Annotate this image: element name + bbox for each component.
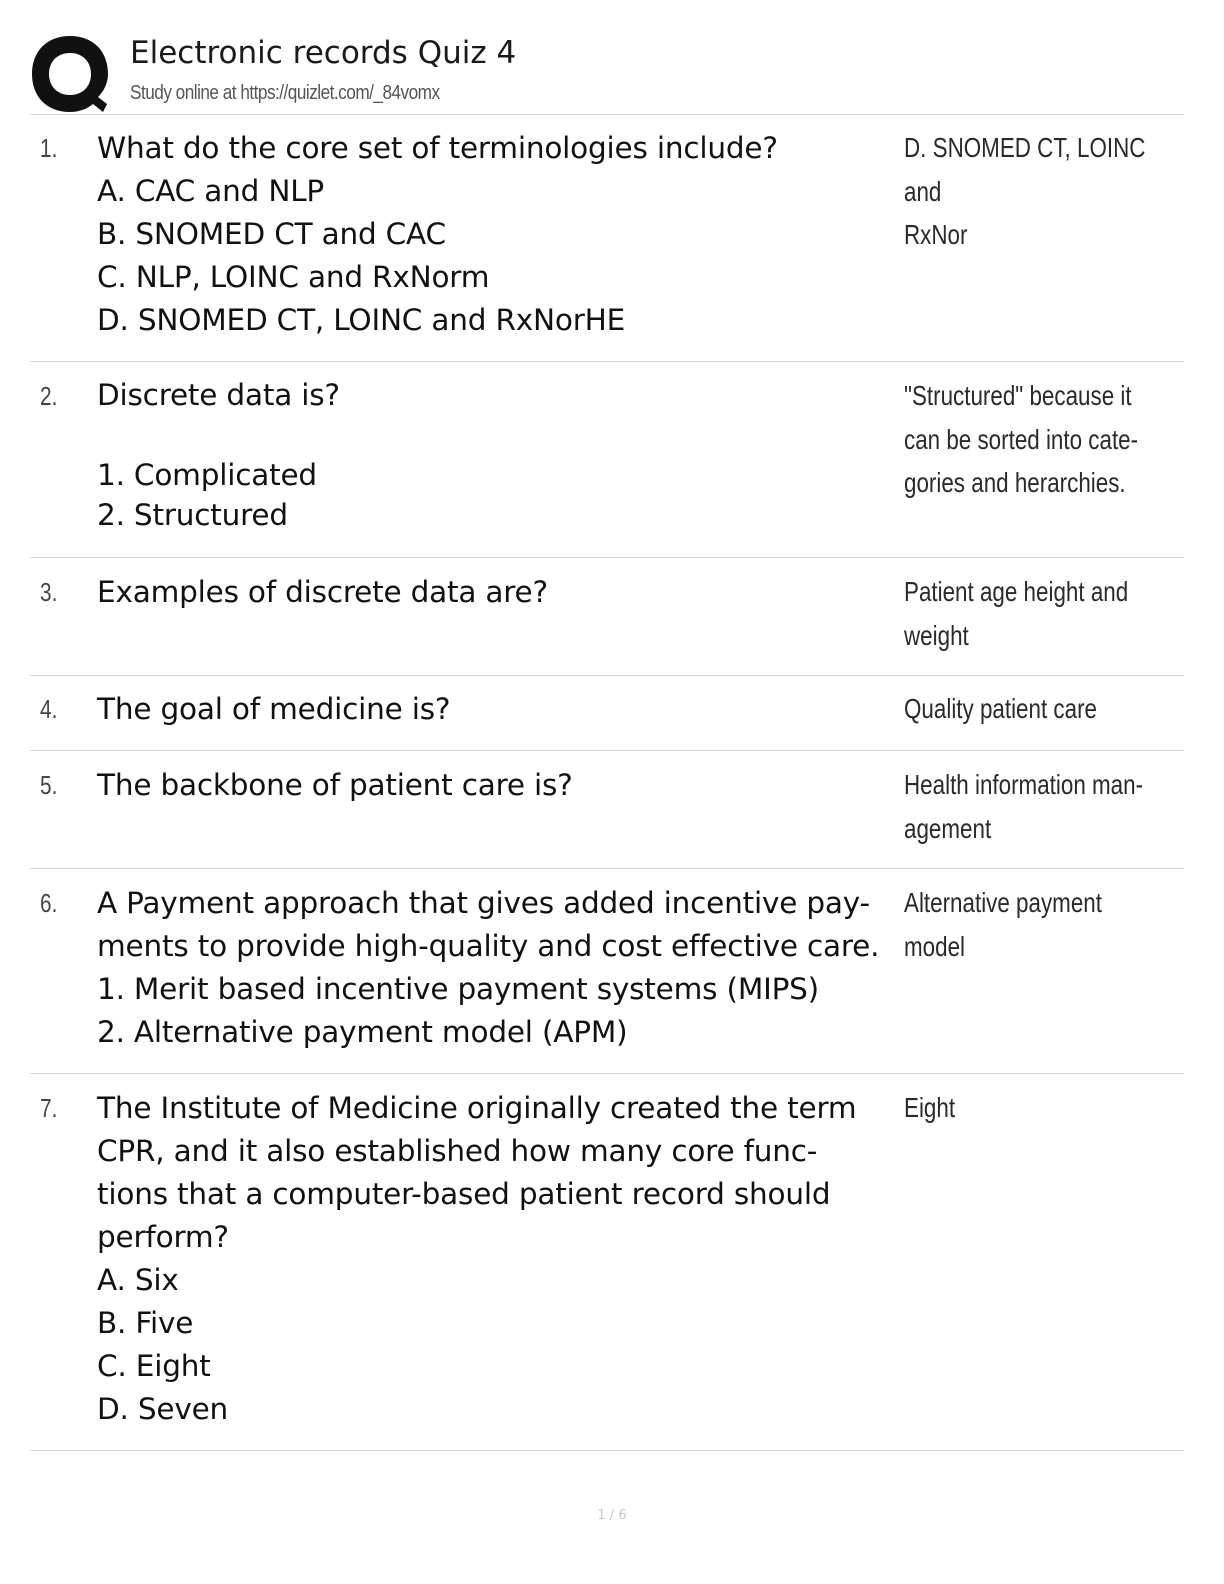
card-number: 4.: [40, 694, 58, 724]
study-online-link[interactable]: Study online at https://quizlet.com/_84vomx: [130, 82, 440, 104]
flashcard: [30, 676, 1184, 751]
card-question: What do the core set of terminologies include? A. CAC and NLP B. SNOMED CT and CAC C. NLP, LOINC and RxNorm D. SNOMED CT, LOINC and RxNorHE: [97, 131, 778, 337]
card-answer: Patient age height and weight: [904, 576, 1129, 651]
card-answer: Health information man- agement: [904, 769, 1144, 844]
card-answer: D. SNOMED CT, LOINC and RxNor: [904, 132, 1146, 250]
card-number: 6.: [40, 888, 58, 918]
card-answer: Alternative payment model: [904, 887, 1102, 962]
card-answer: Eight: [904, 1092, 956, 1123]
flashcard: [30, 869, 1184, 1074]
page-title: Electronic records Quiz 4: [130, 35, 517, 71]
card-question: The backbone of patient care is?: [97, 768, 573, 802]
flashcard: [30, 558, 1184, 676]
card-number: 5.: [40, 770, 58, 800]
card-question: Discrete data is? 1. Complicated 2. Structured: [97, 378, 340, 532]
card-question: A Payment approach that gives added incentive pay- ments to provide high-quality and cost effective care. 1. Merit based incentive payment systems (MIPS) 2. Alternative payment model (APM): [97, 886, 880, 1049]
flashcard: [30, 362, 1184, 558]
card-number: 3.: [40, 577, 58, 607]
card-question: The goal of medicine is?: [97, 692, 451, 726]
page-header: [30, 28, 1184, 115]
card-number: 2.: [40, 381, 58, 411]
card-answer: Quality patient care: [904, 693, 1097, 724]
card-answer: "Structured" because it can be sorted into cate- gories and herarchies.: [904, 380, 1139, 498]
page-number: 1 / 6: [597, 1508, 627, 1523]
flashcard: [30, 114, 1184, 362]
card-number: 7.: [40, 1093, 58, 1123]
flashcard-list: [30, 114, 1184, 1451]
card-question: Examples of discrete data are?: [97, 575, 548, 609]
card-question: The Institute of Medicine originally created the term CPR, and it also established how many core func- tions that a computer-based patient record should perform? A. Six B. Five C. Eight D. Seven: [97, 1091, 857, 1426]
flashcard: [30, 1074, 1184, 1451]
flashcard: [30, 751, 1184, 869]
card-number: 1.: [40, 133, 58, 163]
quizlet-logo-icon: [30, 34, 110, 114]
